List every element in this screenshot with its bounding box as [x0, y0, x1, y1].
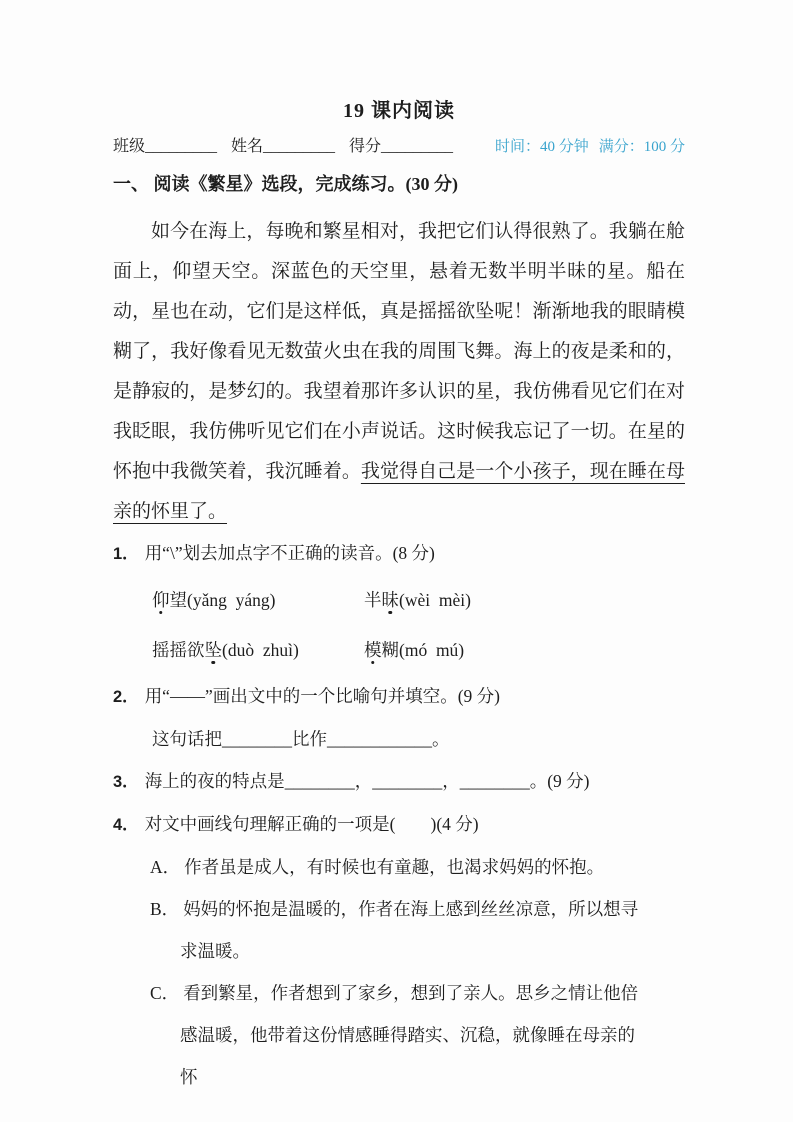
fill-suffix: 。 [432, 729, 450, 749]
word-pre: 摇摇欲 [152, 640, 205, 660]
question-4 [113, 803, 685, 1098]
question-2-stem [113, 675, 685, 718]
score-field [349, 136, 453, 158]
word-yaoyaoyuzhui [152, 625, 364, 675]
option-a-label: A． [150, 857, 181, 877]
question-4-stem [113, 803, 685, 846]
option-b-text: 妈妈的怀抱是温暖的，作者在海上感到丝丝凉意，所以想寻求温暖。 [180, 899, 639, 961]
word-yangwang [152, 575, 364, 625]
reading-passage [113, 212, 685, 532]
pinyin-choices: (yǎng yáng) [187, 590, 276, 610]
q3-blank-3: ________ [459, 771, 530, 791]
q3-blank-1: ________ [284, 771, 355, 791]
option-c [150, 972, 648, 1098]
question-2-text: 用“——”画出文中的一个比喻句并填空。(9 分) [144, 686, 501, 706]
dotted-char: 模 [364, 640, 382, 660]
dotted-char: 仰 [152, 590, 170, 610]
name-label: 姓名 [231, 138, 264, 155]
option-a-text: 作者虽是成人，有时候也有童趣，也渴求妈妈的怀抱。 [184, 857, 605, 877]
student-info-row [113, 136, 685, 158]
pinyin-choices: (mó mú) [399, 640, 465, 660]
word-mohu [364, 625, 464, 675]
question-3-prefix: 海上的夜的特点是 [144, 771, 285, 791]
word-banmei [364, 575, 471, 625]
option-b-label: B． [150, 899, 180, 919]
word-post: 糊 [381, 640, 399, 660]
question-4-options [150, 846, 648, 1098]
fill-middle: 比作 [292, 729, 327, 749]
q3-score: (9 分) [547, 771, 590, 791]
question-1-number: 1． [113, 545, 139, 563]
page-title: 19 课内阅读 [343, 100, 455, 122]
option-c-label: C． [150, 983, 180, 1003]
option-a [150, 846, 648, 888]
class-blank: _________ [145, 138, 218, 155]
full-score: 满分：100 分 [598, 139, 685, 155]
word-pre: 半 [364, 590, 382, 610]
question-1-stem [113, 532, 685, 575]
pinyin-row-1 [152, 575, 685, 625]
dotted-char: 昧 [381, 590, 399, 610]
word-post: 望 [169, 590, 187, 610]
question-4-text: 对文中画线句理解正确的一项是( )(4 分) [144, 814, 479, 834]
question-2-fill-line [152, 718, 685, 760]
q3-suffix: 。 [529, 771, 548, 791]
dotted-char: 坠 [204, 640, 222, 660]
option-c-text: 看到繁星，作者想到了家乡，想到了亲人。思乡之情让他倍感温暖，他带着这份情感睡得踏实、沉稳，就像睡在母亲的怀 [180, 983, 639, 1087]
pinyin-row-2 [152, 625, 685, 675]
pinyin-choices: (wèi mèi) [399, 590, 471, 610]
class-label: 班级 [113, 138, 146, 155]
class-field [113, 136, 217, 158]
question-2 [113, 675, 685, 760]
question-list [113, 532, 685, 1098]
section-one-heading: 一、 阅读《繁星》选段，完成练习。(30 分) [113, 174, 458, 194]
question-1-text: 用“\”划去加点字不正确的读音。(8 分) [144, 543, 435, 563]
question-3-number: 3． [113, 773, 139, 791]
name-blank: _________ [263, 138, 336, 155]
question-3 [113, 760, 685, 803]
q3-comma-1: ， [354, 771, 373, 791]
fill-prefix: 这句话把 [152, 729, 222, 749]
q3-blank-2: ________ [372, 771, 443, 791]
time-limit: 时间：40 分钟 [494, 139, 589, 155]
question-2-number: 2． [113, 688, 139, 706]
q3-comma-2: ， [442, 771, 460, 791]
pinyin-choices: (duò zhuì) [222, 640, 299, 660]
fill-blank-2: ____________ [327, 729, 432, 749]
question-4-number: 4． [113, 816, 139, 834]
score-blank: _________ [381, 138, 454, 155]
passage-normal-text: 如今在海上，每晚和繁星相对，我把它们认得很熟了。我躺在舱面上，仰望天空。深蓝色的天空里，悬着无数半明半昧的星。船在动，星也在动，它们是这样低，真是摇摇欲坠呢！渐渐地我的眼睛模糊了，我好像看见无数萤火虫在我的周围飞舞。海上的夜是柔和的，是静寂的，是梦幻的。我望着那许多认识的星，我仿佛看见它们在对我眨眼，我仿佛听见它们在小声说话。这时候我忘记了一切。在星的怀抱中我微笑着，我沉睡着。 [113, 221, 685, 482]
option-b [150, 888, 648, 972]
name-field [231, 136, 335, 158]
question-3-stem [113, 760, 685, 803]
passage-underlined-sentence: 我觉得自己是一个小孩子，现在睡在母亲的怀里了。 [113, 461, 685, 522]
score-label: 得分 [349, 138, 382, 155]
fill-blank-1: ________ [222, 729, 292, 749]
exam-meta-note [495, 136, 685, 158]
question-1 [113, 532, 685, 675]
